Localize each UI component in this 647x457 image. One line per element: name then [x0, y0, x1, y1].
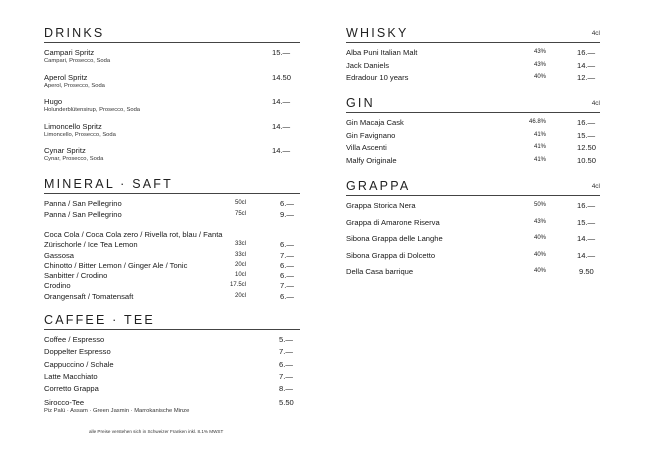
item-price: 16.—	[577, 118, 596, 127]
whisky-title: WHISKY	[346, 26, 409, 40]
item-description: Aperol, Prosecco, Soda	[44, 82, 105, 89]
item-price: 16.—	[577, 48, 596, 57]
item-name: Crodino	[44, 281, 71, 291]
menu-item	[44, 97, 300, 122]
item-name: Zürischorle / Ice Tea Lemon	[44, 240, 138, 250]
item-name: Doppelter Espresso	[44, 347, 111, 357]
menu-item	[44, 251, 300, 261]
item-price: 7.—	[279, 371, 293, 381]
menu-item	[44, 360, 300, 372]
menu-item	[346, 234, 600, 251]
item-name: Edradour 10 years	[346, 73, 409, 82]
item-price: 9.50	[579, 267, 594, 276]
item-abv: 50%	[533, 202, 546, 208]
item-volume: 33cl	[234, 251, 246, 258]
item-price: 6.—	[280, 240, 294, 250]
mineral-title: MINERAL · SAFT	[44, 177, 173, 191]
item-price: 14.—	[272, 146, 291, 155]
menu-item	[346, 73, 600, 86]
mineral-list	[44, 199, 300, 302]
item-name: Hugo	[44, 97, 63, 106]
item-name: Jack Daniels	[346, 60, 390, 70]
menu-item	[44, 292, 300, 302]
item-name: Gin Macaja Cask	[346, 118, 404, 127]
menu-item	[44, 230, 300, 240]
whisky-unit: 4cl	[591, 30, 600, 37]
item-price: 6.—	[280, 271, 294, 281]
item-price: 15.—	[577, 130, 596, 140]
price-footnote: alle Preise verstehen sich in Schweizer Franken inkl. 8.1% MWST	[89, 429, 224, 434]
item-abv: 41%	[533, 156, 546, 163]
item-volume: 20cl	[234, 292, 246, 299]
item-name: Malfy Originale	[346, 155, 397, 165]
menu-item	[346, 61, 600, 74]
item-abv: 40%	[533, 235, 546, 241]
item-price: 14.—	[577, 60, 596, 70]
item-name: Sanbitter / Crodino	[44, 271, 108, 281]
item-abv: 43%	[533, 218, 546, 225]
item-abv: 43%	[533, 61, 546, 68]
item-volume: 10cl	[234, 272, 246, 279]
menu-item	[44, 73, 300, 98]
item-abv: 40%	[533, 251, 546, 258]
caffee-section	[44, 313, 300, 418]
item-price: 14.—	[577, 250, 596, 260]
item-price: 6.—	[280, 199, 294, 208]
drinks-list	[44, 48, 300, 171]
item-price: 12.50	[577, 143, 597, 153]
item-price: 14.50	[272, 72, 292, 82]
item-price: 14.—	[272, 121, 291, 131]
menu-item	[44, 199, 300, 210]
item-name: Grappa Storica Nera	[346, 201, 416, 210]
item-price: 14.—	[577, 234, 596, 243]
item-name: Sirocco-Tee	[44, 397, 85, 407]
menu-item	[44, 384, 300, 398]
item-price: 9.—	[280, 210, 294, 219]
item-price: 15.—	[577, 217, 596, 227]
item-price: 6.—	[280, 260, 294, 270]
grappa-title: GRAPPA	[346, 179, 411, 193]
item-name: Gassosa	[44, 250, 74, 260]
item-price: 7.—	[279, 347, 293, 357]
item-name: Orangensaft / Tomatensaft	[44, 291, 134, 301]
item-name: Latte Macchiato	[44, 371, 98, 381]
menu-item	[346, 201, 600, 218]
item-description: Holunderblütensirup, Prosecco, Soda	[44, 107, 141, 113]
item-name: Chinotto / Bitter Lemon / Ginger Ale / Tonic	[44, 260, 188, 270]
menu-item	[44, 335, 300, 347]
item-name: Campari Spritz	[44, 48, 95, 57]
mineral-section	[44, 177, 300, 302]
caffee-list	[44, 335, 300, 418]
item-price: 6.—	[280, 291, 294, 301]
grappa-unit: 4cl	[591, 183, 600, 190]
menu-item	[44, 122, 300, 147]
drinks-header	[44, 26, 300, 43]
item-name: Della Casa barrique	[346, 267, 414, 276]
item-name: Corretto Grappa	[44, 384, 99, 394]
item-price: 15.—	[272, 48, 291, 57]
caffee-header	[44, 313, 300, 330]
caffee-title: CAFFEE · TEE	[44, 313, 155, 327]
item-volume: 75cl	[234, 211, 246, 217]
item-price: 7.—	[280, 250, 294, 260]
item-name: Alba Puni Italian Malt	[346, 48, 418, 57]
item-name: Grappa di Amarone Riserva	[346, 217, 440, 227]
item-price: 12.—	[577, 73, 596, 82]
menu-item	[346, 156, 600, 169]
item-name: Cynar Spritz	[44, 146, 86, 155]
item-abv: 46.8%	[528, 119, 546, 125]
item-description: Limoncello, Prosecco, Soda	[44, 131, 116, 138]
menu-item	[346, 131, 600, 144]
item-name: Villa Ascenti	[346, 143, 387, 153]
grappa-header	[346, 179, 600, 196]
drinks-title: DRINKS	[44, 26, 105, 40]
menu-item	[346, 267, 600, 284]
item-price: 14.—	[272, 97, 291, 106]
item-name: Panna / San Pellegrino	[44, 210, 122, 219]
item-name: Sibona Grappa di Dolcetto	[346, 250, 436, 260]
gin-title: GIN	[346, 96, 375, 110]
item-price: 10.50	[577, 155, 597, 165]
whisky-section	[346, 26, 600, 86]
mineral-header	[44, 177, 300, 194]
item-name: Gin Favignano	[346, 130, 396, 140]
whisky-list	[346, 48, 600, 86]
item-name: Aperol Spritz	[44, 72, 88, 82]
menu-item	[44, 261, 300, 271]
item-abv: 41%	[533, 131, 546, 138]
grappa-section	[346, 179, 600, 284]
item-volume: 33cl	[234, 241, 246, 248]
drinks-section	[44, 26, 300, 171]
item-name: Limoncello Spritz	[44, 121, 102, 131]
menu-item	[44, 347, 300, 359]
item-name: Coca Cola / Coca Cola zero / Rivella rot, blau / Fanta	[44, 230, 223, 239]
item-abv: 40%	[533, 268, 546, 274]
item-name: Coffee / Espresso	[44, 335, 105, 344]
item-abv: 41%	[533, 144, 546, 151]
item-abv: 40%	[533, 74, 546, 80]
gin-section	[346, 96, 600, 168]
item-price: 8.—	[279, 384, 293, 394]
menu-item	[44, 48, 300, 73]
gin-unit: 4cl	[591, 100, 600, 107]
menu-item	[346, 118, 600, 131]
menu-item	[346, 218, 600, 235]
grappa-list	[346, 201, 600, 284]
menu-item	[44, 210, 300, 230]
menu-item	[346, 251, 600, 268]
item-volume: 50cl	[234, 200, 246, 206]
item-price: 6.—	[279, 359, 293, 369]
menu-item	[44, 281, 300, 291]
menu-item	[44, 146, 300, 171]
item-price: 16.—	[577, 201, 596, 210]
gin-header	[346, 96, 600, 113]
gin-list	[346, 118, 600, 168]
item-volume: 17.5cl	[229, 282, 246, 289]
item-description: Cynar, Prosecco, Soda	[44, 156, 104, 162]
item-name: Panna / San Pellegrino	[44, 199, 122, 208]
item-price: 7.—	[280, 281, 294, 291]
item-name: Sibona Grappa delle Langhe	[346, 234, 443, 243]
menu-item	[44, 271, 300, 281]
menu-item	[44, 372, 300, 384]
item-price: 5.—	[279, 335, 293, 344]
whisky-header	[346, 26, 600, 43]
item-volume: 20cl	[234, 261, 246, 268]
menu-item	[44, 398, 300, 418]
item-description: Campari, Prosecco, Soda	[44, 58, 111, 64]
item-abv: 43%	[533, 49, 546, 55]
item-name: Cappuccino / Schale	[44, 359, 114, 369]
item-price: 5.50	[279, 397, 294, 407]
item-description: Piz Palü · Assam · Green Jasmin · Marrokanische Minze	[44, 407, 190, 414]
menu-item	[346, 48, 600, 61]
menu-item	[44, 240, 300, 250]
menu-item	[346, 143, 600, 156]
